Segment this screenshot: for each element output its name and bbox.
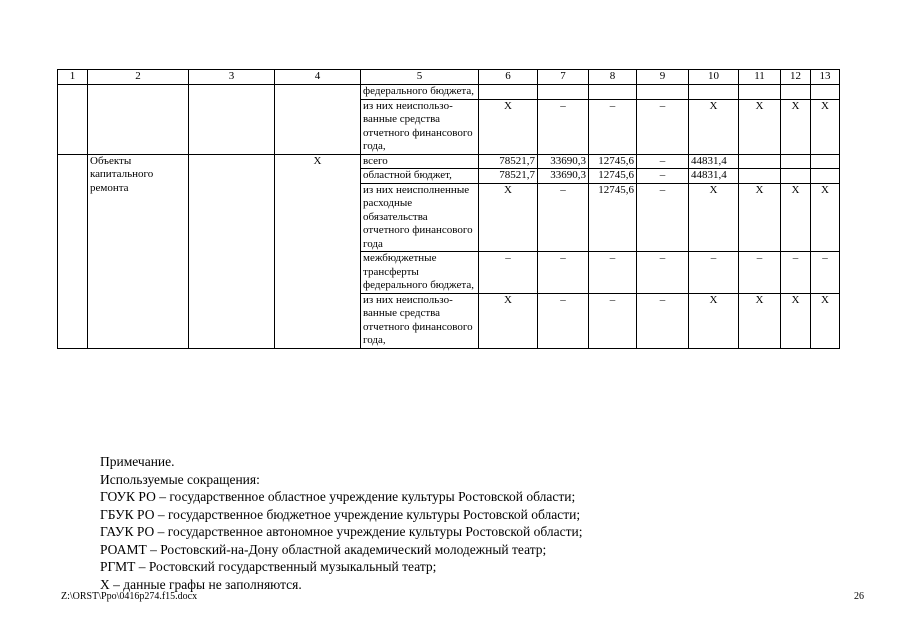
value-cell: 78521,7 [479, 154, 538, 169]
value-cell: – [479, 252, 538, 294]
file-path: Z:\ORST\Ppo\0416p274.f15.docx [61, 591, 198, 602]
object-name: Объекты капитального ремонта [88, 154, 189, 348]
value-cell: – [589, 293, 637, 348]
column-number: 6 [479, 70, 538, 85]
table-row [58, 85, 840, 100]
value-cell: – [637, 154, 689, 169]
note-line: Используемые сокращения: [100, 471, 260, 487]
value-cell [739, 169, 781, 184]
note-line: Примечание. [100, 454, 175, 469]
value-cell [811, 154, 840, 169]
value-cell: Х [689, 293, 739, 348]
empty-cell [189, 85, 275, 155]
value-cell: Х [689, 183, 739, 252]
column-number: 12 [781, 70, 811, 85]
note-line: РГМТ – Ростовский государственный музыкальный театр; [100, 559, 437, 574]
value-cell [479, 85, 538, 100]
note-line: РОАМТ – Ростовский-на-Дону областной академический молодежный театр; [100, 541, 547, 557]
value-cell: – [589, 99, 637, 154]
empty-cell [58, 154, 88, 348]
empty-cell [275, 85, 361, 155]
value-cell: Х [739, 293, 781, 348]
value-cell: – [689, 252, 739, 294]
value-cell [739, 85, 781, 100]
value-cell: Х [479, 183, 538, 252]
value-cell: – [781, 252, 811, 294]
value-cell: 44831,4 [689, 154, 739, 169]
row-label: из них неиспользо-ванные средства отчетного финансового года, [361, 293, 479, 348]
value-cell [538, 85, 589, 100]
value-cell [781, 154, 811, 169]
value-cell: Х [781, 183, 811, 252]
value-cell: 12745,6 [589, 169, 637, 184]
column-number: 11 [739, 70, 781, 85]
value-cell: Х [275, 154, 361, 348]
value-cell: – [739, 252, 781, 294]
row-label: всего [361, 154, 479, 169]
empty-cell [88, 85, 189, 155]
empty-cell [189, 154, 275, 348]
value-cell: – [538, 293, 589, 348]
value-cell [781, 85, 811, 100]
note-line: ГБУК РО – государственное бюджетное учреждение культуры Ростовской области; [100, 506, 581, 522]
value-cell [739, 154, 781, 169]
value-cell: Х [739, 99, 781, 154]
notes-block [100, 453, 583, 593]
value-cell: – [637, 183, 689, 252]
column-number: 4 [275, 70, 361, 85]
value-cell [811, 169, 840, 184]
row-label: федерального бюджета, [361, 85, 479, 100]
value-cell: Х [811, 99, 840, 154]
row-label: из них неиспользо-ванные средства отчетного финансового года, [361, 99, 479, 154]
value-cell: Х [739, 183, 781, 252]
value-cell: Х [479, 99, 538, 154]
value-cell: – [538, 183, 589, 252]
value-cell: 44831,4 [689, 169, 739, 184]
column-number: 10 [689, 70, 739, 85]
value-cell: Х [781, 293, 811, 348]
value-cell: – [637, 252, 689, 294]
note-line: Х – данные графы не заполняются. [100, 576, 302, 592]
value-cell: – [538, 99, 589, 154]
note-line: ГАУК РО – государственное автономное учреждение культуры Ростовской области; [100, 524, 583, 539]
value-cell: 12745,6 [589, 183, 637, 252]
value-cell: Х [811, 183, 840, 252]
value-cell [589, 85, 637, 100]
page-number: 26 [854, 591, 864, 602]
table-header-row [58, 70, 840, 85]
table-row [58, 154, 840, 169]
value-cell: – [637, 99, 689, 154]
column-number: 7 [538, 70, 589, 85]
column-number: 2 [88, 70, 189, 85]
value-cell: Х [689, 99, 739, 154]
column-number: 5 [361, 70, 479, 85]
empty-cell [58, 85, 88, 155]
column-number: 13 [811, 70, 840, 85]
value-cell: – [637, 169, 689, 184]
value-cell: 33690,3 [538, 154, 589, 169]
value-cell: – [589, 252, 637, 294]
value-cell: Х [781, 99, 811, 154]
note-line: ГОУК РО – государственное областное учреждение культуры Ростовской области; [100, 489, 576, 504]
column-number: 1 [58, 70, 88, 85]
value-cell [689, 85, 739, 100]
value-cell [637, 85, 689, 100]
value-cell: 78521,7 [479, 169, 538, 184]
value-cell: – [538, 252, 589, 294]
value-cell [781, 169, 811, 184]
budget-table [57, 69, 840, 349]
row-label: межбюджетные трансферты федерального бюджета, [361, 252, 479, 294]
value-cell: Х [811, 293, 840, 348]
value-cell: – [811, 252, 840, 294]
value-cell [811, 85, 840, 100]
column-number: 3 [189, 70, 275, 85]
value-cell: 33690,3 [538, 169, 589, 184]
column-number: 9 [637, 70, 689, 85]
value-cell: 12745,6 [589, 154, 637, 169]
row-label: из них неисполненные расходные обязательства отчетного финансового года [361, 183, 479, 252]
value-cell: Х [479, 293, 538, 348]
row-label: областной бюджет, [361, 169, 479, 184]
value-cell: – [637, 293, 689, 348]
column-number: 8 [589, 70, 637, 85]
